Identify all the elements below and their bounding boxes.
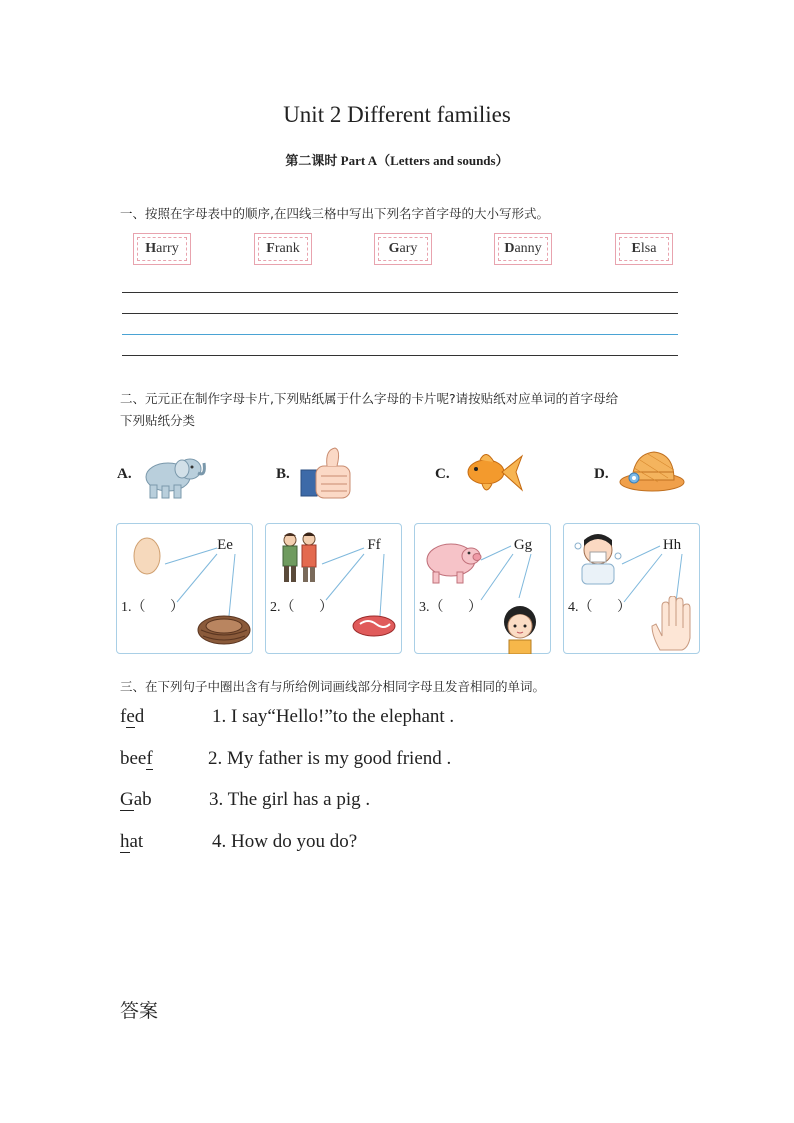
sentence-3[interactable]: 3. The girl has a pig . xyxy=(209,789,371,810)
hat-icon xyxy=(618,448,688,494)
boy-icon xyxy=(570,528,624,586)
writing-line-3[interactable] xyxy=(122,334,678,335)
card-letter: Gg xyxy=(513,537,533,553)
name-rest: arry xyxy=(156,241,179,256)
nest-icon xyxy=(195,610,253,648)
name-rest: anny xyxy=(514,241,542,256)
sentence-4[interactable]: 4. How do you do? xyxy=(212,831,358,852)
word-part: bee xyxy=(120,748,147,769)
goldfish-icon xyxy=(458,446,526,500)
name-card-frank xyxy=(254,233,312,265)
example-word-beef xyxy=(120,748,153,770)
example-word-gab xyxy=(120,789,152,811)
writing-line-4[interactable] xyxy=(122,355,678,356)
card-letter: Ff xyxy=(367,537,381,553)
answer-blank[interactable]: 1.（ ） xyxy=(121,600,184,615)
name-initial: E xyxy=(631,241,641,256)
name-card-elsa xyxy=(615,233,673,265)
name-card-gary xyxy=(374,233,432,265)
name-initial: G xyxy=(388,241,400,256)
letter-card-g xyxy=(414,523,551,654)
name-initial: H xyxy=(145,241,157,256)
name-initial: F xyxy=(266,241,275,256)
hand-icon xyxy=(648,596,696,652)
word-part: f xyxy=(120,706,127,727)
underlined-letter: G xyxy=(120,789,134,810)
underlined-letter: f xyxy=(146,748,153,769)
name-rest: lsa xyxy=(640,241,657,256)
section1-instruction: 一、按照在字母表中的顺序,在四线三格中写出下列名字首字母的大小写形式。 xyxy=(120,206,549,221)
word-part: ab xyxy=(133,789,152,810)
lesson-subtitle: 第二课时 Part A（Letters and sounds） xyxy=(285,153,509,168)
sentence-1[interactable]: 1. I say“Hello!”to the elephant . xyxy=(212,706,455,727)
option-c-label: C. xyxy=(435,466,450,482)
section2-instruction-line2: 下列贴纸分类 xyxy=(120,413,196,428)
word-part: at xyxy=(129,831,144,852)
name-card-danny xyxy=(494,233,552,265)
writing-line-1[interactable] xyxy=(122,292,678,293)
option-a-label: A. xyxy=(117,466,132,482)
family-icon xyxy=(276,530,324,584)
letter-card-h xyxy=(563,523,700,654)
answer-blank[interactable]: 3.（ ） xyxy=(419,600,482,615)
word-part: d xyxy=(134,706,145,727)
card-letter: Hh xyxy=(662,537,682,553)
elephant-icon xyxy=(138,449,210,501)
underlined-letter: h xyxy=(120,831,130,852)
name-rest: rank xyxy=(274,241,300,256)
letter-card-f xyxy=(265,523,402,654)
section3-instruction: 三、在下列句子中圈出含有与所给例词画线部分相同字母且发音相同的单词。 xyxy=(120,679,546,694)
card-letter: Ee xyxy=(217,537,233,553)
page-title: Unit 2 Different families xyxy=(283,102,511,127)
sentence-2[interactable]: 2. My father is my good friend . xyxy=(208,748,452,769)
writing-line-2[interactable] xyxy=(122,313,678,314)
girl-icon xyxy=(499,600,541,654)
name-card-harry xyxy=(133,233,191,265)
egg-icon xyxy=(131,534,163,576)
answer-blank[interactable]: 4.（ ） xyxy=(568,600,631,615)
name-initial: D xyxy=(504,241,515,256)
pig-icon xyxy=(421,534,483,586)
meat-icon xyxy=(350,612,398,640)
name-rest: ary xyxy=(399,241,418,256)
example-word-fed xyxy=(120,706,144,728)
section2-instruction-line1: 二、元元正在制作字母卡片,下列贴纸属于什么字母的卡片呢?请按贴纸对应单词的首字母给 xyxy=(120,391,619,406)
option-d-label: D. xyxy=(594,466,609,482)
thumb-icon xyxy=(297,444,365,502)
underlined-letter: e xyxy=(126,706,135,727)
letter-card-e xyxy=(116,523,253,654)
answer-heading: 答案 xyxy=(120,1000,159,1022)
example-word-hat xyxy=(120,831,143,853)
option-b-label: B. xyxy=(276,466,290,482)
answer-blank[interactable]: 2.（ ） xyxy=(270,600,333,615)
